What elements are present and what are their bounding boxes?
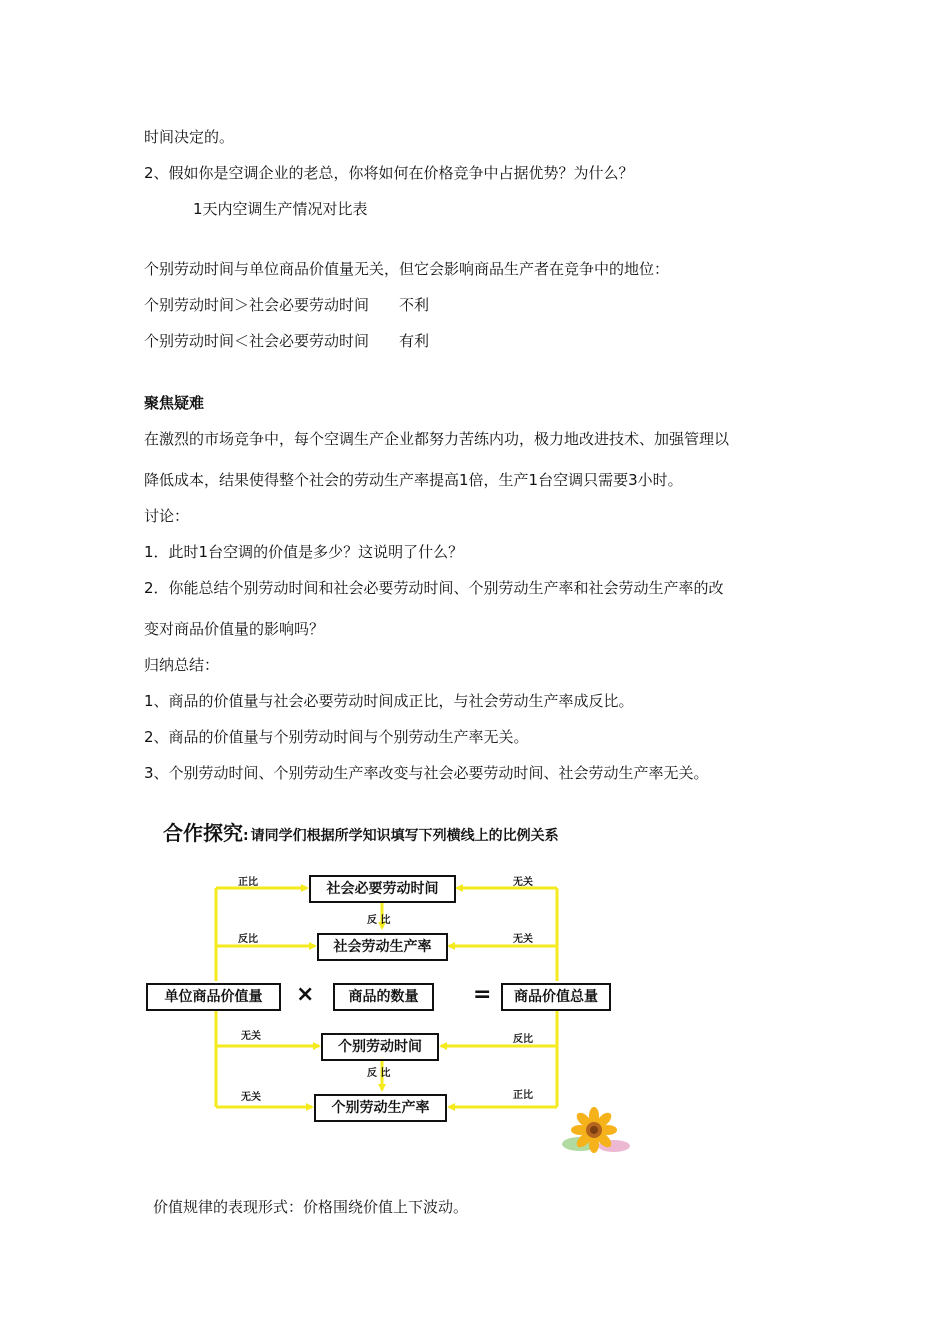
relation-right-third: 反比: [513, 1034, 533, 1045]
text-line-6: 个别劳动时间＜社会必要劳动时间 有利: [144, 332, 430, 350]
box-unit-value: 单位商品价值量: [146, 983, 281, 1011]
summary-label: 归纳总结：: [144, 656, 220, 674]
discussion-item-1: 1．此时1台空调的价值是多少？这说明了什么？: [144, 543, 464, 561]
summary-item-1: 1、商品的价值量与社会必要劳动时间成正比，与社会劳动生产率成反比。: [144, 692, 634, 710]
relation-left-bottom: 无关: [241, 1092, 261, 1103]
box-total-value: 商品价值总量: [501, 983, 611, 1011]
paragraph-line-1: 在激烈的市场竞争中，每个空调生产企业都努力苦练内功，极力地改进技术、加强管理以: [144, 430, 730, 448]
box-quantity: 商品的数量: [333, 983, 434, 1011]
table-caption: 1天内空调生产情况对比表: [193, 200, 368, 218]
discussion-item-2: 2．你能总结个别劳动时间和社会必要劳动时间、个别劳动生产率和社会劳动生产率的改: [144, 579, 724, 597]
relation-mid-upper: 反 比: [367, 915, 391, 926]
relation-right-second: 无关: [513, 934, 533, 945]
discussion-item-2-cont: 变对商品价值量的影响吗？: [144, 620, 325, 638]
box-individual-time: 个别劳动时间: [321, 1033, 439, 1061]
relation-right-bottom: 正比: [513, 1090, 533, 1101]
value-law-statement: 价值规律的表现形式：价格围绕价值上下波动。: [153, 1198, 469, 1216]
section-heading: 聚焦疑难: [144, 394, 205, 412]
summary-item-3: 3、个别劳动时间、个别劳动生产率改变与社会必要劳动时间、社会劳动生产率无关。: [144, 764, 709, 782]
summary-item-2: 2、商品的价值量与个别劳动时间与个别劳动生产率无关。: [144, 728, 529, 746]
discussion-label: 讨论：: [144, 507, 190, 525]
relation-right-top: 无关: [513, 877, 533, 888]
text-line-5: 个别劳动时间＞社会必要劳动时间 不利: [144, 296, 430, 314]
paragraph-line-2: 降低成本，结果使得整个社会的劳动生产率提高1倍，生产1台空调只需要3小时。: [144, 471, 683, 489]
relation-left-second: 反比: [238, 934, 258, 945]
box-social-necessary-time: 社会必要劳动时间: [309, 875, 456, 903]
relation-left-top: 正比: [238, 877, 258, 888]
text-line-4: 个别劳动时间与单位商品价值量无关，但它会影响商品生产者在竞争中的地位：: [144, 260, 670, 278]
equals-operator: =: [473, 982, 492, 1007]
times-operator: ×: [296, 982, 315, 1007]
sunflower-decoration: [562, 1107, 630, 1153]
relation-left-third: 无关: [241, 1031, 261, 1042]
diagram-title-colon: :: [243, 828, 249, 844]
box-social-productivity: 社会劳动生产率: [317, 933, 448, 961]
relation-mid-lower: 反 比: [367, 1068, 391, 1079]
text-line-1: 时间决定的。: [144, 128, 235, 146]
diagram-title-sub: 请同学们根据所学知识填写下列横线上的比例关系: [250, 828, 559, 844]
question-2: 2、假如你是空调企业的老总，你将如何在价格竞争中占据优势？为什么？: [144, 164, 634, 182]
diagram-title-main: 合作探究: [163, 821, 243, 845]
box-individual-productivity: 个别劳动生产率: [314, 1094, 447, 1122]
